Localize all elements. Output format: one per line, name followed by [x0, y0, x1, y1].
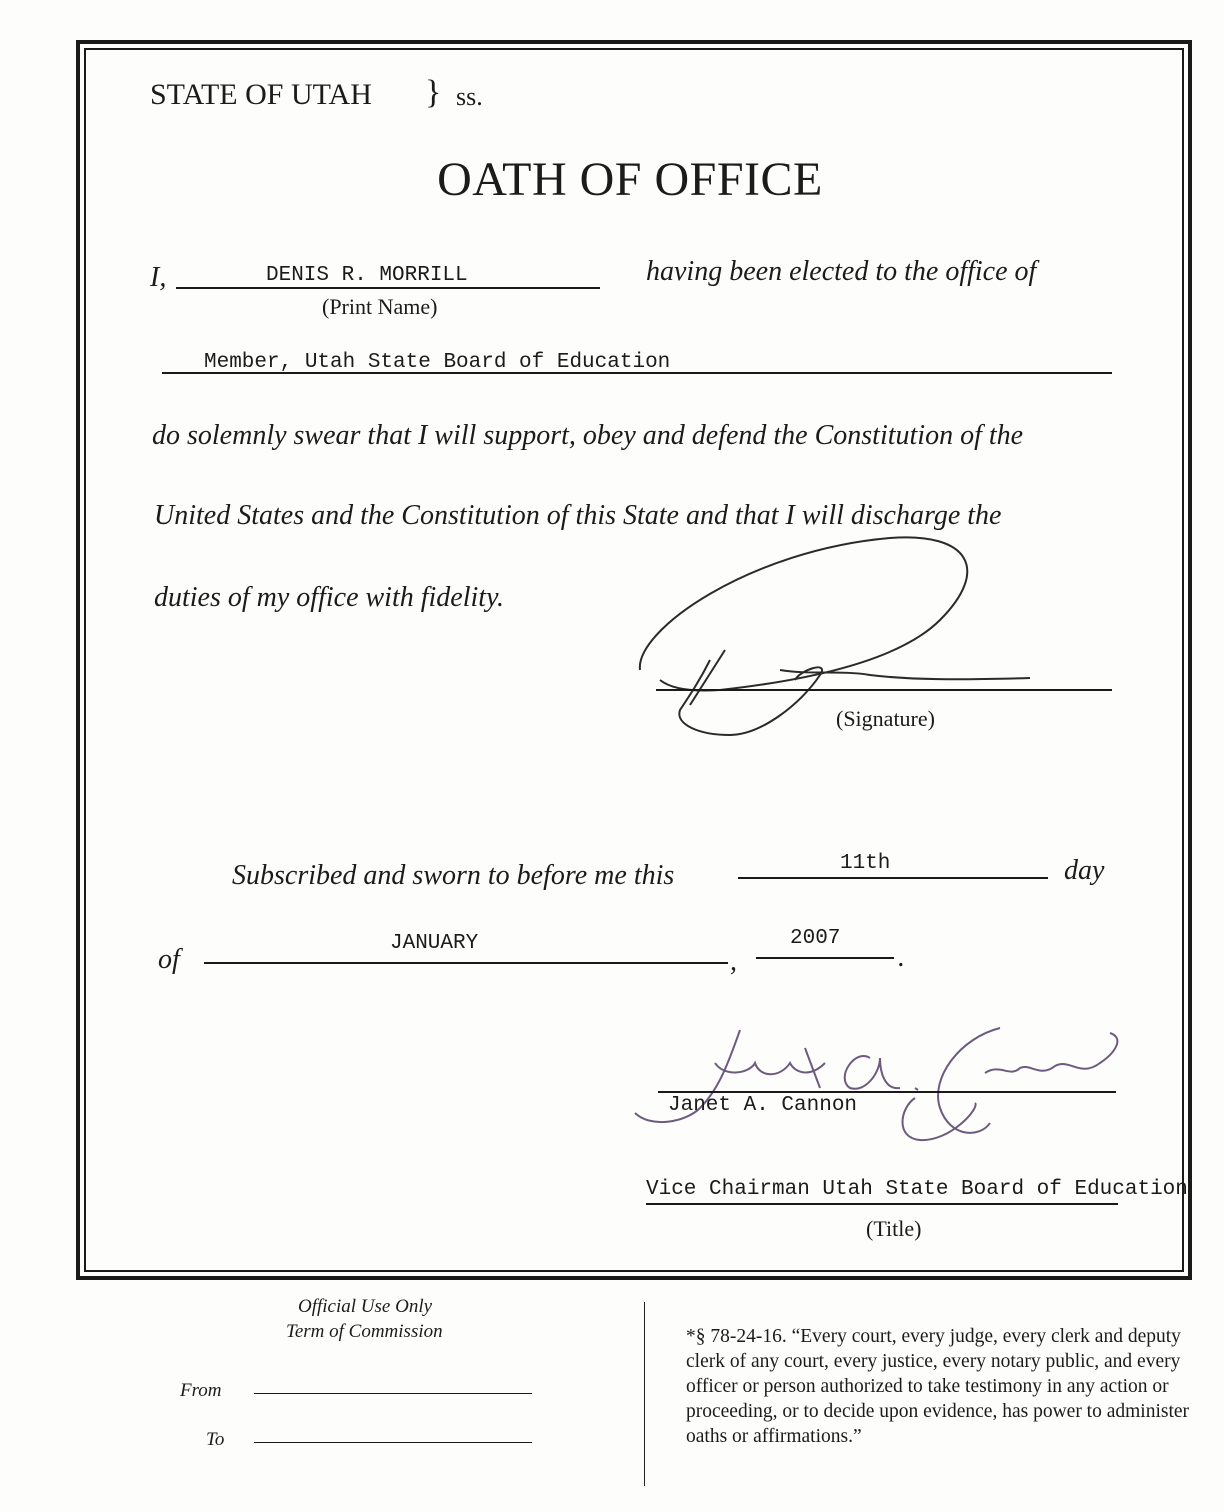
day-line [738, 877, 1048, 879]
signature-line [656, 689, 1112, 691]
term-of-commission-heading: Term of Commission [286, 1321, 443, 1342]
period: . [898, 942, 905, 973]
print-name-label: (Print Name) [322, 294, 438, 319]
oath-line-1: do solemnly swear that I will support, obey and defend the Constitution of the [152, 420, 1024, 451]
footer-divider [644, 1302, 645, 1486]
official-signature [630, 1018, 1130, 1148]
subscribed-text: Subscribed and sworn to before me this [232, 860, 675, 891]
title-label: (Title) [866, 1216, 922, 1241]
oath-line-3: duties of my office with fidelity. [154, 582, 504, 613]
official-use-heading: Official Use Only [298, 1296, 433, 1317]
printed-name: DENIS R. MORRILL [266, 264, 468, 287]
office-value: Member, Utah State Board of Education [204, 351, 671, 374]
year-value: 2007 [790, 927, 841, 950]
of-label: of [158, 944, 180, 975]
year-line [756, 957, 894, 959]
state-heading: STATE OF UTAH [150, 78, 372, 111]
official-title: Vice Chairman Utah State Board of Education [646, 1178, 1188, 1201]
comma: , [730, 946, 737, 977]
elected-text: having been elected to the office of [646, 256, 1037, 287]
document-title: OATH OF OFFICE [437, 153, 823, 206]
month-line [204, 962, 728, 964]
official-name-line [658, 1091, 1116, 1093]
statute-text: *§ 78-24-16. “Every court, every judge, every clerk and deputy clerk of any court, every justice, every notary public, and every officer or person authorized to take testimony in any action or proceeding, or to decide upon evidence, has power to administer oaths or affirmations.” [686, 1326, 1190, 1447]
day-value: 11th [840, 852, 891, 875]
day-label: day [1064, 855, 1105, 886]
signature-label: (Signature) [836, 706, 935, 731]
to-line [254, 1442, 532, 1443]
from-line [254, 1393, 532, 1394]
official-name: Janet A. Cannon [668, 1094, 858, 1117]
title-line [646, 1203, 1118, 1205]
month-value: JANUARY [390, 932, 479, 955]
brace-symbol: } [425, 74, 442, 111]
to-label: To [206, 1429, 225, 1450]
pronoun-i: I, [150, 262, 167, 293]
oath-line-2: United States and the Constitution of this State and that I will discharge the [154, 500, 1002, 531]
name-line [176, 287, 600, 289]
from-label: From [180, 1380, 222, 1401]
ss-abbreviation: ss. [456, 82, 483, 111]
